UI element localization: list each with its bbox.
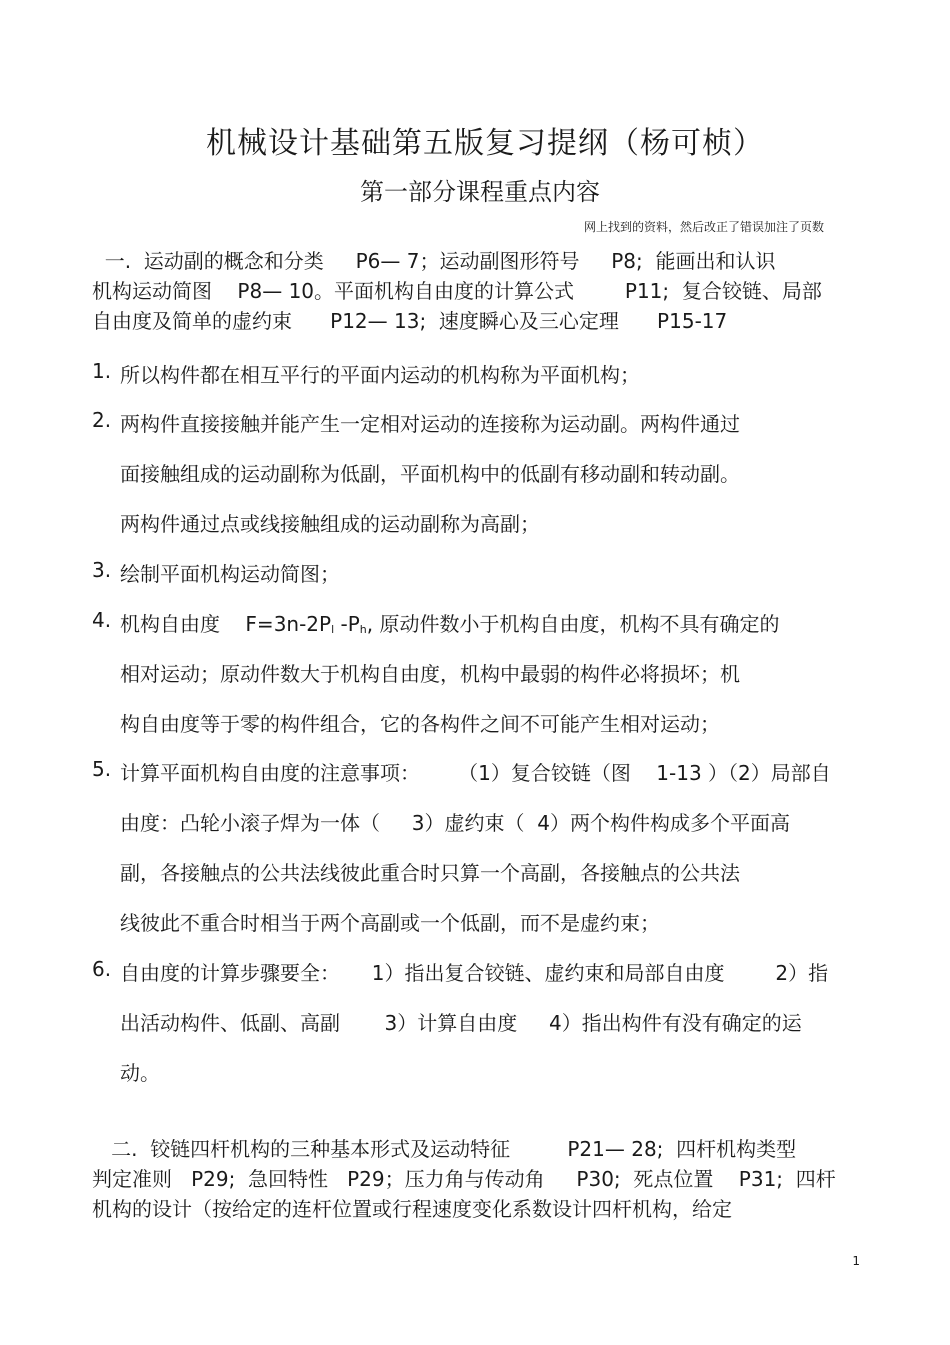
item-line: 自由度的计算步骤要全： 1）指出复合铰链、虚约束和局部自由度 2）指 — [120, 961, 829, 985]
section-one-intro — [92, 246, 862, 336]
formula-mid: -P — [334, 612, 360, 636]
item-line: 所以构件都在相互平行的平面内运动的机构称为平面机构； — [120, 363, 640, 387]
item-line: 绘制平面机构运动简图； — [120, 562, 340, 586]
item-number: 4. — [92, 608, 112, 632]
section-two-intro — [92, 1134, 862, 1224]
item-number: 1. — [92, 359, 112, 383]
item-line: 构自由度等于零的构件组合，它的各构件之间不可能产生相对运动； — [120, 712, 720, 736]
section-one-line: 机构运动简图 P8— 10。平面机构自由度的计算公式 P11; 复合铰链、局部 — [92, 279, 822, 303]
item-line: 由度：凸轮小滚子焊为一体（ 3）虚约束（ 4）两个构件构成多个平面高 — [120, 811, 790, 835]
source-note: 网上找到的资料，然后改正了错误加注了页数 — [583, 220, 824, 234]
formula-prefix: 机构自由度 F=3n-2P — [120, 612, 332, 636]
dof-formula-line — [120, 608, 780, 637]
item-line: 两构件通过点或线接触组成的运动副称为高副； — [120, 512, 540, 536]
item-line: 出活动构件、低副、高副 3）计算自由度 4）指出构件有没有确定的运 — [120, 1011, 802, 1035]
item-line: 计算平面机构自由度的注意事项： （1）复合铰链（图 1-13 ）（2）局部自 — [120, 761, 831, 785]
item-line: 线彼此不重合时相当于两个高副或一个低副，而不是虚约束； — [120, 911, 660, 935]
formula-suffix: , 原动件数小于机构自由度，机构不具有确定的 — [366, 612, 780, 636]
item-number: 5. — [92, 757, 112, 781]
item-line: 动。 — [120, 1061, 160, 1085]
item-line: 两构件直接接触并能产生一定相对运动的连接称为运动副。两构件通过 — [120, 412, 740, 436]
page-number: 1 — [852, 1254, 860, 1268]
item-number: 2. — [92, 408, 112, 432]
section-one-line: 一. 运动副的概念和分类 P6— 7；运动副图形符号 P8; 能画出和认识 — [92, 249, 776, 273]
section-one-line: 自由度及简单的虚约束 P12— 13; 速度瞬心及三心定理 P15-17 — [92, 309, 728, 333]
item-number: 3. — [92, 558, 112, 582]
section-two-line: 二. 铰链四杆机构的三种基本形式及运动特征 P21— 28; 四杆机构类型 — [92, 1137, 797, 1161]
item-line: 面接触组成的运动副称为低副，平面机构中的低副有移动副和转动副。 — [120, 462, 740, 486]
page-title: 机械设计基础第五版复习提纲（杨可桢） — [206, 126, 764, 161]
item-line: 副，各接触点的公共法线彼此重合时只算一个高副，各接触点的公共法 — [120, 861, 740, 885]
section-two-line: 判定准则 P29; 急回特性 P29；压力角与传动角 P30; 死点位置 P31; 四杆 — [92, 1167, 836, 1191]
item-number: 6. — [92, 957, 112, 981]
page-subtitle: 第一部分课程重点内容 — [360, 178, 600, 206]
section-two-line: 机构的设计（按给定的连杆位置或行程速度变化系数设计四杆机构，给定 — [92, 1197, 732, 1221]
formula-subscript-h: h — [359, 623, 367, 636]
formula-subscript-l: l — [331, 623, 335, 636]
item-line: 相对运动；原动件数大于机构自由度，机构中最弱的构件必将损坏；机 — [120, 662, 740, 686]
